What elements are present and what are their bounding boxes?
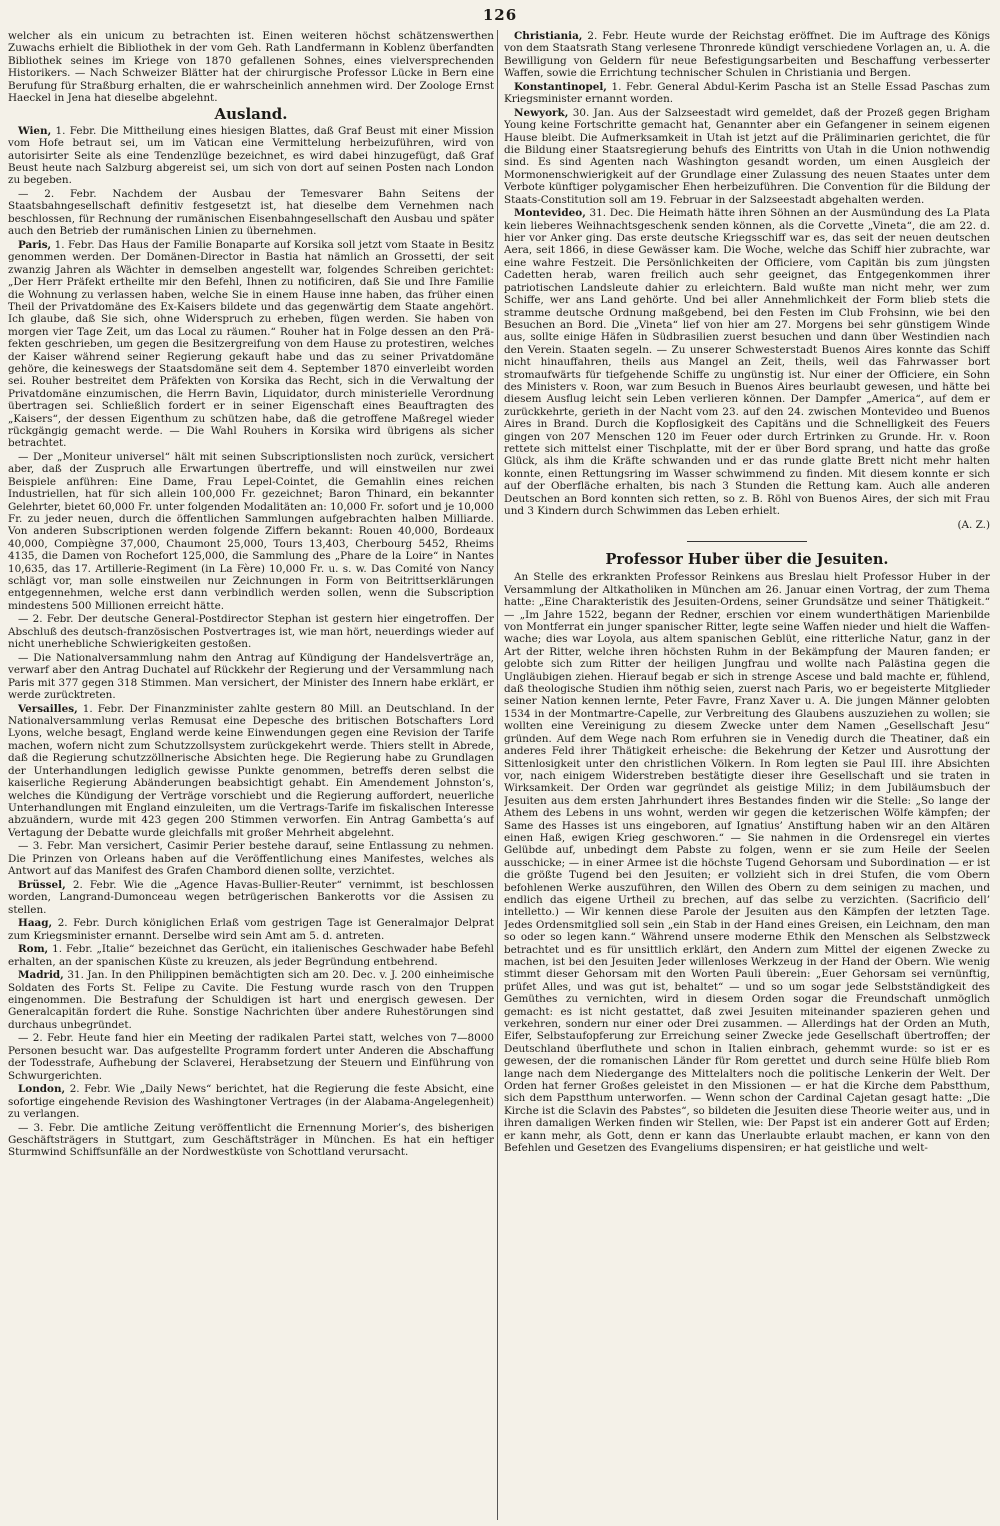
news-item xyxy=(8,1032,494,1082)
news-text: 1. Febr. Die Mittheilung eines hiesigen Blattes, daß Graf Beust mit einer Mission vom Hofe betraut sei, um im Vatican eine Vermittelung herbeizuführen, wird von autorisirter Seite als eine Tendenzlüge bezeichnet, es wird dabei hinzugefügt, daß Graf Beust heute nach Salzburg abgereist sei, um sich von dort auf seinen Posten nach London zu begeben. xyxy=(8,124,494,187)
news-text: 31. Dec. Die Heimath hätte ihren Söhnen an der Ausmündung des La Plata kein lieberes Weihnachtsgeschenk senden können, als die Corvette „Vineta“, die am 22. d. hier vor Anker ging. Das erste deutsche Kriegsschiff war es, das seit der neuen deutschen Aera, seit 1866, in diese Gewässer kam. Die Woche, welche das Schiff hier zubrachte, war eine wahre Festzeit. Die Persönlichkeiten der Officiere, vom Capitän bis zum jüngsten Cadetten herab, waren freilich auch sehr geeignet, das Entgegenkommen ihrer patriotischen Landsleute dahier zu erleichtern. Bald wußte man nicht mehr, wer zum Schiffe, wer ans Land gehörte. Und bei aller Annehmlichkeit der Form blieb stets die stramme deutsche Ordnung maßgebend, bei den Festen im Club Frohsinn, wie bei den Besuchen an Bord. Die „Vineta“ lief von hier am 27. Morgens bei sehr günstigem Winde aus, sollte einige Häfen in Südbrasilien zuerst besuchen und dann über Westindien nach den Verein. Staaten segeln. — Zu unserer Schwesterstadt Buenos Aires konnte das Schiff nicht hinauffahren, theils aus Mangel an Zeit, theils, weil das Fahrwasser bort stromaufwärts für tiefgehende Schiffe zu ungünstig ist. Nur einer der Officiere, ein Sohn des Ministers v. Roon, war zum Besuch in Buenos Aires beurlaubt gewesen, und hätte bei diesem Ausflug leicht sein Leben verlieren können. Der Dampfer „America“, auf dem er zurückkehrte, gerieth in der Nacht vom 23. auf den 24. zwischen Montevideo und Buenos Aires in Brand. Durch die Kopflosigkeit des Capitäns und die Schnelligkeit des Feuers gingen von 207 Menschen 120 im Feuer oder durch Ertrinken zu Grunde. Hr. v. Roon rettete sich mittelst einer Tischplatte, mit der er über Bord sprang, und hatte das große Glück, als ihm die Kräfte schwanden und er das runde glatte Brett nicht mehr halten konnte, einen Rettungsring im Wasser schwimmend zu finden. Mit diesem konnte er sich auf der Oberfläche erhalten, bis nach 3 Stunden die Rettung kam. Auch alle anderen Deutschen an Bord konnten sich retten, so z. B. Röhl von Buenos Aires, der sich mit Frau und 3 Kindern durch Schwimmen das Leben erhielt. xyxy=(504,207,990,517)
news-text: 2. Febr. Heute wurde der Reichstag eröffnet. Die im Auftrage des Königs von dem Staatsrath Stang verlesene Thronrede kündigt verschiedene Vorlagen an, u. A. die Bewilligung von Geldern für neue Befestigungsarbeiten und Beschaffung verbesserter Waffen, sowie die Errichtung technischer Schulen in Christiania und Bergen. xyxy=(504,30,990,80)
news-text: — Die Nationalversammlung nahm den Antrag auf Kündigung der Handelsverträge an, verwarf aber den Antrag Duchatel auf Rückkehr der Regierung und der Versammlung nach Paris mit 377 gegen 318 Stimmen. Man versichert, der Minister des Innern habe erklärt, er werde zurücktreten. xyxy=(8,651,494,702)
news-item xyxy=(8,1122,494,1159)
news-item xyxy=(8,969,494,1031)
news-item xyxy=(8,125,494,187)
news-text: — 2. Febr. Nachdem der Ausbau der Temesvarer Bahn Seitens der Staatsbahngesellschaft definitiv festgesetzt ist, hat dieselbe dem Vernehmen nach beschlossen, für Rechnung der rumänischen Eisenbahngesellschaft den Ausbau und später auch den Betrieb der rumänischen Linien zu übernehmen. xyxy=(8,188,494,238)
news-text: 2. Febr. Wie „Daily News“ berichtet, hat die Regierung die feste Absicht, eine sofortige eingehende Revision des Washingtoner Vertrages (in der Alabama-Angelegenheit) zu verlangen. xyxy=(8,1083,494,1120)
dateline: London, xyxy=(18,1083,66,1096)
column-divider xyxy=(497,30,498,1520)
dateline: Versailles, xyxy=(18,702,78,715)
news-text: 30. Jan. Aus der Salzseestadt wird gemeldet, daß der Prozeß gegen Brigham Young keine Fortschritte gemacht hat, Genannter aber ein Gefangener in seinem eigenen Hause bleibt. Die Aufmerksamkeit in Utah ist jetzt auf die Präliminarien gerichtet, die für die Bildung einer Staatsregierung behufs des Eintritts von Utah in die Union nothwendig sind. Es sind Agenten nach Washington gesandt worden, um einen Ausgleich der Mormonenschwierigkeit auf der Grundlage einer Zulassung des neuen Staates unter dem Verbote künftiger polygamischer Ehen herbeizuführen. Die Convention für die Bildung der Staats-Constitution soll am 19. Februar in der Salzseestadt abgehalten werden. xyxy=(504,106,990,206)
dateline: Haag, xyxy=(18,917,53,930)
news-text: 1. Febr. General Abdul-Kerim Pascha ist an Stelle Essad Paschas zum Kriegsminister ernannt worden. xyxy=(504,80,990,106)
news-item xyxy=(8,451,494,612)
news-item xyxy=(8,840,494,877)
news-item xyxy=(504,30,990,80)
separator-rule xyxy=(687,541,807,542)
page-number: 126 xyxy=(482,6,518,24)
news-text: 1. Febr. „Italie“ bezeichnet das Gerücht, ein italienisches Geschwader habe Befehl erhalten, an der spanischen Küste zu kreuzen, als jeder Begründung entbehrend. xyxy=(8,943,494,968)
news-item xyxy=(8,188,494,238)
article-text: An Stelle des erkrankten Professor Reinkens aus Breslau hielt Professor Huber in der Versammlung der Altkatholiken in München am 26. Januar einen Vortrag, der zum Thema hatte: „Eine Charakteristik des Jesuiten-Ordens, seiner Grundsätze und seiner Thätigkeit.“ — „Im Jahre 1522, begann der Redner, erschien vor einem wunderthätigen Marienbilde von Montferrat ein junger spanischer Ritter, legte seine Waffen nieder und hielt die Waffenwache; dies war Loyola, aus altem spanischen Geblüt, eine ritterliche Natur, ganz in der Art der Ritter, welche ihren höchsten Ruhm in der Bekämpfung der Mauren fanden; er gelobte sich zum Ritter der heiligen Jungfrau und wollte nach Palästina gegen die Ungläubigen ziehen. Hierauf begab er sich in strenge Ascese und bald machte er, fühlend, daß theologische Studien ihm nöthig seien, zuerst nach Paris, wo er begeisterte Mitglieder seiner Nation kennen lernte, Peter Favre, Franz Xaver u. A. Die jungen Männer gelobten 1534 in der Montmartre-Capelle, zur Verbreitung des Glaubens auszuziehen zu wollen; sie wollten eine Vereinigung zu diesem Zwecke unter dem Namen „Gesellschaft Jesu“ gründen. Auf dem Wege nach Rom erfuhren sie in Venedig durch die Theatiner, daß ein anderes Feld ihrer Thätigkeit erheische: die Bekehrung der Ketzer und Ausrottung der Sittenlosigkeit unter den christlichen Völkern. In Rom legten sie Paul III. ihre Absichten vor, nach einigem Widerstreben bestätigte dieser ihre Gesellschaft und sie traten in Wirksamkeit. Der Orden war gegründet als geistige Miliz; in dem Jubiläumsbuch der Jesuiten aus dem ersten Jahrhundert ihres Bestandes finden wir die Stelle: „So lange der Athem des Lebens in uns wohnt, werden wir gegen die ketzerischen Wölfe kämpfen; der Same des Hasses ist uns eingeboren, auf Ignatius’ Anstiftung haben wir an den Altären einen Haß, ewigen Krieg geschworen.“ — Sie nahmen in die Ordensregel ein viertes Gelübde auf, unbedingt dem Pabste zu folgen, wenn er sie zum Heile der Seelen ausschicke; — in einer Armee ist die höchste Tugend Gehorsam und Subordination — er ist die größte Tugend bei den Jesuiten; er vollzieht sich in drei Stufen, die vom Obern befohlenen Werke auszuführen, den Willen des Obern zu dem seinigen zu machen, und endlich das eigene Urtheil zu brechen, auf das selbe zu verzichten. (Sacrificio dell’ intelletto.) — Wir kennen diese Parole der Jesuiten aus den Kämpfen der letzten Tage. Jedes Ordensmitglied soll sein „ein Stab in der Hand eines Greisen, ein Leichnam, den man so oder so legen kann.“ Während unsere moderne Ethik den Menschen als Selbstzweck betrachtet und es für unsittlich erklärt, den Andern zum Mittel der eigenen Zwecke zu machen, ist bei den Jesuiten Jeder willenloses Werkzeug in der Hand der Obern. Wie wenig stimmt dieser Gehorsam mit den Worten Pauli überein: „Euer Gehorsam sei vernünftig, prüfet Alles, und was gut ist, behaltet“ — und so um sogar jede Selbstständigkeit des Gemüthes zu vernichten, wird in diesem Orden sogar die Freundschaft unmöglich gemacht: es ist nicht gestattet, daß zwei Jesuiten miteinander spazieren gehen und verkehren, sondern nur einer oder Drei zusammen. — Allerdings hat der Orden an Muth, Eifer, Selbstaufopferung zur Erreichung seiner Zwecke jede Gesellschaft übertroffen; der Deutschland überfluthete und schon in Italien einbrach, gehemmt wurde: so ist er es gewesen, der die romanischen Länder für Rom gerettet und durch seine Hülfe blieb Rom lange nach dem Niedergange des Mittelalters noch die politische Lenkerin der Welt. Der Orden hat ferner Großes geleistet in den Missionen — er hat die Kirche dem Pabstthum, sich dem Papstthum unterworfen. — Wenn schon der Cardinal Cajetan gesagt hatte: „Die Kirche ist die Sclavin des Pabstes“, so bildeten die Jesuiten diese Theorie weiter aus, und in ihren damaligen Werken finden wir Stellen, wie: Der Papst ist ein anderer Gott auf Erden; er kann mehr, als Gott, denn er kann das Unerlaubte erlaubt machen, er kann von den Befehlen und Gesetzen des Evangeliums dispensiren; er hat geistliche und welt- xyxy=(504,571,990,1155)
dateline: Paris, xyxy=(18,238,52,251)
news-text: — 2. Febr. Der deutsche General-Postdirector Stephan ist gestern hier eingetroffen. Der Abschluß des deutsch-französischen Postvertrages ist, wie man hört, neuerdings wieder auf nicht unerhebliche Schwierigkeiten gestoßen. xyxy=(8,613,494,651)
left-news-list xyxy=(8,125,494,1159)
news-text: — 3. Febr. Man versichert, Casimir Perier bestehe darauf, seine Entlassung zu nehmen. Die Prinzen von Orleans haben auf die Veröffentlichung eines Manifestes, welches als Antwort auf das Manifest des Grafen Chambord dienen sollte, verzichtet. xyxy=(8,840,494,878)
dateline: Rom, xyxy=(18,943,49,956)
right-news-list xyxy=(504,30,990,517)
news-text: 1. Febr. Der Finanzminister zahlte gestern 80 Mill. an Deutschland. In der Nationalversammlung verlas Remusat eine Depesche des britischen Botschafters Lord Lyons, welche besagt, England werde keine Einwendungen gegen eine Revision der Tarife machen, wofern nicht zum Schutzzollsystem zurückgekehrt werde. Thiers stellt in Abrede, daß die Regierung schutzzöllnerische Absichten hege. Die Regierung habe zu Grundlagen der Unterhandlungen lediglich gewisse Punkte genommen, betreffs deren selbst die kaiserliche Regierung Abänderungen beabsichtigt gehabt. Ein Amendement Johnston’s, welches die Kündigung der Verträge vorschiebt und die Regierung auffordert, neuerliche Unterhandlungen mit England einzuleiten, um die Vertrags-Tarife im fiskalischen Interesse abzuändern, wurde mit 423 gegen 200 Stimmen verworfen. Ein Antrag Gambetta’s auf Vertagung der Debatte wurde gleichfalls mit großer Mehrheit abgelehnt. xyxy=(8,702,494,839)
signature: (A. Z.) xyxy=(957,518,990,531)
news-item xyxy=(504,207,990,517)
news-text: 1. Febr. Das Haus der Familie Bonaparte auf Korsika soll jetzt vom Staate in Besitz genommen werden. Der Domänen-Director in Bastia hat nämlich an Grossetti, der seit zwanzig Jahren als Wächter in demselben angestellt war, folgendes Schreiben gerichtet: „Der Herr Präfekt ertheilte mir den Befehl, Ihnen zu notificiren, daß Sie und Ihre Familie die Wohnung zu verlassen haben, welche Sie in einem Hause inne haben, das früher einen Theil der Privatdomäne des Ex-Kaisers bildete und das gegenwärtig dem Staate angehört. Ich glaube, daß Sie sich, ohne Widerspruch zu erheben, fügen werden. Sie haben von morgen vier Tage Zeit, um das Local zu räumen.“ Rouher hat in Folge dessen an den Präfekten geschrieben, um gegen die Besitzergreifung von dem Hause zu protestiren, welches der Kaiser während seiner Regierung gekauft habe und das zu seiner Privatdomäne gehöre, die keineswegs der Staatsdomäne seit dem 4. September 1870 einverleibt worden sei. Rouher bestreitet dem Präfekten von Korsika das Recht, sich in die Verwaltung der Privatdomäne einzumischen, die Herrn Bavin, Liquidator, durch ministerielle Verordnung übertragen sei. Schließlich fordert er in seiner Eigenschaft eines Beauftragten des „Kaisers“, der dessen Eigenthum zu schützen habe, daß die getroffene Maßregel wieder rückgängig gemacht werde. — Die Wahl Rouhers in Korsika wird übrigens als sicher betrachtet. xyxy=(8,238,494,450)
dateline: Christiania, xyxy=(514,30,583,42)
right-column xyxy=(504,30,990,1520)
dateline: Madrid, xyxy=(18,969,64,982)
news-item xyxy=(8,879,494,916)
news-item xyxy=(504,81,990,106)
news-text: — 2. Febr. Heute fand hier ein Meeting der radikalen Partei statt, welches von 7—8000 Personen besucht war. Das aufgestellte Programm fordert unter Anderen die Abschaffung der Todesstrafe, Aufhebung der Sclaverei, Herabsetzung der Steuern und Einführung von Schwurgerichten. xyxy=(8,1032,494,1082)
news-item xyxy=(504,107,990,206)
news-text: — 3. Febr. Die amtliche Zeitung veröffentlicht die Ernennung Morier’s, des bisherigen Geschäftsträgers in Stuttgart, zum Geschäftsträger in München. Es hat ein heftiger Sturmwind Schiffsunfälle an der Nordwestküste von Schottland verursacht. xyxy=(8,1121,494,1159)
news-item xyxy=(8,239,494,450)
left-column xyxy=(8,30,494,1520)
article-title: Professor Huber über die Jesuiten. xyxy=(605,551,889,568)
news-text: 31. Jan. In den Philippinen bemächtigten sich am 20. Dec. v. J. 200 einheimische Soldaten des Forts St. Felipe zu Cavite. Die Festung wurde rasch von den Truppen eingenommen. Die Bestrafung der Schuldigen ist hart und energisch gewesen. Der Generalcapitän fordert die Ruhe. Sonstige Nachrichten über andere Ruhestörungen sind durchaus unbegründet. xyxy=(8,969,494,1031)
news-item xyxy=(8,613,494,650)
news-item xyxy=(8,1083,494,1120)
dateline: Montevideo, xyxy=(514,207,586,220)
dateline: Brüssel, xyxy=(18,878,66,891)
dateline: Wien, xyxy=(18,124,52,137)
news-text: 2. Febr. Wie die „Agence Havas-Bullier-Reuter“ vernimmt, ist beschlossen worden, Langrand-Dumonceau wegen betrügerischen Bankerotts vor die Assisen zu stellen. xyxy=(8,878,494,916)
news-item xyxy=(8,917,494,942)
section-title-ausland: Ausland. xyxy=(214,105,288,124)
dateline: Konstantinopel, xyxy=(514,80,607,93)
dateline: Newyork, xyxy=(514,106,569,119)
news-item xyxy=(8,943,494,968)
intro-paragraph: welcher als ein unicum zu betrachten ist. Einen weiteren höchst schätzenswerthen Zuwachs erhielt die Bibliothek in der vom Geh. Rath Landfermann in Koblenz überfandten Bibliothek seines im Kriege von 1870 gefallenen Sohnes, eines vielversprechenden Historikers. — Nach Schweizer Blätter hat der chirurgische Professor Lücke in Bern eine Berufung für Straßburg erhalten, die er wahrscheinlich annehmen wird. Der Zoologe Ernst Haeckel in Jena hat dieselbe abgelehnt. xyxy=(8,30,494,105)
news-text: — Der „Moniteur universel“ hält mit seinen Subscriptionslisten noch zurück, versichert aber, daß der Zuspruch alle Erwartungen übertreffe, und will einstweilen nur zwei Beispiele anführen: Eine Dame, Frau Lepel-Cointet, die Gemahlin eines reichen Industriellen, hat für sich allein 100,000 Fr. gezeichnet; Baron Thinard, ein bekannter Gelehrter, bietet 60,000 Fr. unter folgenden Modalitäten an: 10,000 Fr. sofort und je 10,000 Fr. zu jeder neuen, durch die öffentlichen Sammlungen aufgebrachten halben Milliarde. Von anderen Subscriptionen werden folgende Ziffern bekannt: Rouen 40,000, Bordeaux 40,000, Compiègne 37,000, Chaumont 25,000, Tours 13,403, Cherbourg 5452, Rheims 4135, die Damen von Rochefort 125,000, die Sammlung des „Phare de la Loire“ in Nantes 10,635, das 17. Artillerie-Regiment (in La Fère) 10,000 Fr. u. s. w. Das Comité von Nancy schlägt vor, man solle einstweilen nur Zeichnungen in Form von Beitrittserklärungen entgegennehmen, welche erst dann verbindlich werden sollen, wenn die Subscription mindestens 500 Millionen erreicht hätte. xyxy=(8,450,494,612)
news-item xyxy=(8,652,494,702)
news-item xyxy=(8,703,494,839)
news-text: 2. Febr. Durch königlichen Erlaß vom gestrigen Tage ist Generalmajor Delprat zum Kriegsminister ernannt. Derselbe wird sein Amt am 5. d. antreten. xyxy=(8,917,494,942)
